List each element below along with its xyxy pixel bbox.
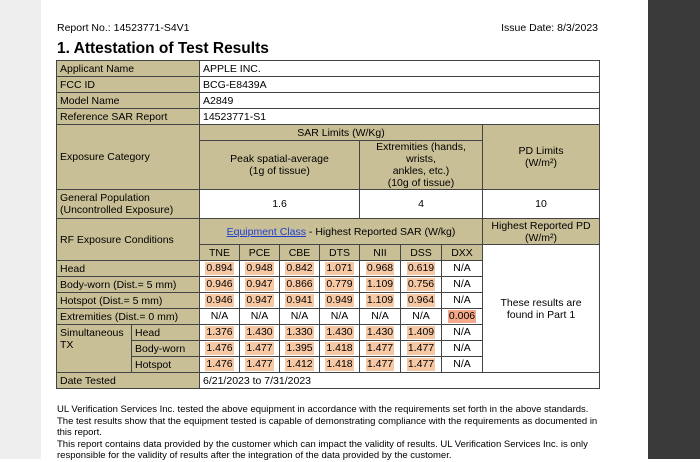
extremities-title: Extremities (hands, wrists, bbox=[376, 141, 466, 165]
viewer-left-margin bbox=[0, 0, 41, 459]
info-row bbox=[57, 61, 600, 77]
sar-value: 1.376 bbox=[206, 326, 233, 338]
sar-value: 0.949 bbox=[326, 294, 353, 306]
peak-spatial-title: Peak spatial-average bbox=[230, 153, 329, 165]
section-title: 1. Attestation of Test Results bbox=[57, 40, 269, 57]
sar-value: 1.477 bbox=[407, 342, 435, 354]
info-value: BCG-E8439A bbox=[200, 77, 600, 93]
pd-limits-header bbox=[483, 125, 600, 190]
rf-conditions-label: RF Exposure Conditions bbox=[57, 219, 200, 261]
sar-value: 1.418 bbox=[326, 358, 353, 370]
attestation-statement bbox=[57, 404, 600, 462]
column-header-pce: PCE bbox=[240, 245, 280, 261]
extremities-unit: (10g of tissue) bbox=[387, 177, 455, 189]
sar-row-sublabel: Head bbox=[132, 325, 200, 341]
sar-value: 1.109 bbox=[366, 294, 394, 306]
extremities-limit-value: 4 bbox=[360, 190, 483, 219]
simultaneous-tx-label: Simultaneous TX bbox=[57, 325, 132, 373]
date-tested-label: Date Tested bbox=[57, 373, 200, 389]
info-value: A2849 bbox=[200, 93, 600, 109]
sar-value: 1.430 bbox=[366, 326, 394, 338]
sar-value: 0.006 bbox=[448, 310, 476, 322]
sar-value: 1.412 bbox=[286, 358, 313, 370]
sar-value: N/A bbox=[453, 358, 471, 370]
general-population-title: General Population bbox=[60, 192, 150, 204]
sar-row-label: Body-worn (Dist.= 5 mm) bbox=[57, 277, 200, 293]
sar-value: 1.477 bbox=[366, 358, 394, 370]
sar-row-label: Extremities (Dist.= 0 mm) bbox=[57, 309, 200, 325]
sar-value: 0.842 bbox=[286, 262, 313, 274]
sar-value: 1.430 bbox=[326, 326, 353, 338]
sar-value: 1.109 bbox=[366, 278, 394, 290]
sar-value: 0.756 bbox=[407, 278, 435, 290]
info-value: APPLE INC. bbox=[200, 61, 600, 77]
column-header-tne: TNE bbox=[200, 245, 240, 261]
sar-value: N/A bbox=[330, 310, 349, 322]
sar-value: 1.071 bbox=[326, 262, 353, 274]
sar-value: 0.947 bbox=[246, 278, 273, 290]
equipment-class-link[interactable]: Equipment Class bbox=[226, 225, 306, 238]
document-page bbox=[41, 0, 648, 459]
sar-value: 1.476 bbox=[206, 358, 233, 370]
sar-value: 1.418 bbox=[326, 342, 353, 354]
general-population-row bbox=[57, 190, 600, 219]
column-header-dts: DTS bbox=[320, 245, 360, 261]
general-population-label bbox=[57, 190, 200, 219]
sar-value: N/A bbox=[412, 310, 430, 322]
column-header-nii: NII bbox=[360, 245, 401, 261]
sar-value: 1.330 bbox=[286, 326, 313, 338]
info-label: Reference SAR Report bbox=[57, 109, 200, 125]
date-tested-value: 6/21/2023 to 7/31/2023 bbox=[200, 373, 600, 389]
info-label: FCC ID bbox=[57, 77, 200, 93]
sar-value: 1.477 bbox=[366, 342, 394, 354]
highest-sar-title: - Highest Reported SAR (W/kg) bbox=[305, 225, 456, 238]
rf-header-row bbox=[57, 219, 600, 245]
info-row bbox=[57, 109, 600, 125]
column-header-dss: DSS bbox=[401, 245, 442, 261]
sar-value: 0.948 bbox=[246, 262, 273, 274]
sar-value: 0.894 bbox=[206, 262, 233, 274]
sar-limits-header: SAR Limits (W/Kg) bbox=[200, 125, 483, 141]
viewer-scroll-area[interactable] bbox=[648, 0, 700, 459]
info-label: Applicant Name bbox=[57, 61, 200, 77]
exposure-category-label: Exposure Category bbox=[57, 125, 200, 190]
date-tested-row bbox=[57, 373, 600, 389]
sar-value: 0.947 bbox=[246, 294, 273, 306]
sar-value: 0.964 bbox=[407, 294, 435, 306]
highest-pd-unit: (W/m²) bbox=[524, 231, 558, 244]
sar-row-sublabel: Body-worn bbox=[132, 341, 200, 357]
statement-paragraph: UL Verification Services Inc. tested the above equipment in accordance with the requirements set forth in the above standards. The test results show that the equipment tested is capable of demonstrating compliance with the requirements as documented in this report. bbox=[57, 404, 598, 438]
sar-value: 0.619 bbox=[407, 262, 435, 274]
sar-value: N/A bbox=[290, 310, 309, 322]
sar-value: 1.477 bbox=[246, 358, 273, 370]
sar-row-label: Hotspot (Dist.= 5 mm) bbox=[57, 293, 200, 309]
sar-value: 0.946 bbox=[206, 294, 233, 306]
highest-sar-header bbox=[200, 219, 483, 245]
sar-row-label: Head bbox=[57, 261, 200, 277]
sar-value: N/A bbox=[453, 342, 471, 354]
general-population-subtitle: (Uncontrolled Exposure) bbox=[60, 204, 174, 216]
pd-limit-value: 10 bbox=[483, 190, 600, 219]
issue-date: Issue Date: 8/3/2023 bbox=[501, 22, 598, 34]
sar-value: N/A bbox=[453, 262, 471, 274]
report-number: Report No.: 14523771-S4V1 bbox=[57, 22, 190, 34]
sar-value: 1.476 bbox=[206, 342, 233, 354]
sar-value: 0.866 bbox=[286, 278, 313, 290]
highest-pd-title: Highest Reported PD bbox=[491, 219, 591, 232]
info-row bbox=[57, 77, 600, 93]
attestation-table bbox=[56, 60, 600, 389]
sar-value: 1.409 bbox=[407, 326, 435, 338]
peak-spatial-unit: (1g of tissue) bbox=[249, 165, 310, 177]
sar-value: 1.395 bbox=[286, 342, 313, 354]
info-label: Model Name bbox=[57, 93, 200, 109]
sar-value: N/A bbox=[453, 294, 471, 306]
sar-value: N/A bbox=[453, 278, 471, 290]
column-header-cbe: CBE bbox=[280, 245, 320, 261]
sar-row-sublabel: Hotspot bbox=[132, 357, 200, 373]
pd-limits-unit: (W/m²) bbox=[524, 157, 558, 169]
sar-value: N/A bbox=[371, 310, 389, 322]
sar-value: 0.968 bbox=[366, 262, 394, 274]
sar-value: 0.941 bbox=[286, 294, 313, 306]
pd-results-note: These results are found in Part 1 bbox=[483, 245, 600, 373]
sar-value: N/A bbox=[453, 326, 471, 338]
extremities-header bbox=[360, 141, 483, 190]
highest-pd-header bbox=[483, 219, 600, 245]
extremities-examples: ankles, etc.) bbox=[392, 165, 450, 177]
sar-value: 0.946 bbox=[206, 278, 233, 290]
info-row bbox=[57, 93, 600, 109]
info-value: 14523771-S1 bbox=[200, 109, 600, 125]
sar-value: 1.477 bbox=[407, 358, 435, 370]
pd-limits-title: PD Limits bbox=[518, 145, 564, 157]
sar-value: N/A bbox=[210, 310, 229, 322]
sar-value: N/A bbox=[250, 310, 269, 322]
sar-value: 1.430 bbox=[246, 326, 273, 338]
peak-spatial-header bbox=[200, 141, 360, 190]
peak-limit-value: 1.6 bbox=[200, 190, 360, 219]
column-header-dxx: DXX bbox=[442, 245, 483, 261]
limits-header-row bbox=[57, 125, 600, 141]
sar-value: 1.477 bbox=[246, 342, 273, 354]
sar-value: 0.779 bbox=[326, 278, 353, 290]
statement-paragraph: This report contains data provided by the customer which can impact the validity of results. UL Verification Services Inc. is only responsible for the validity of results after the integration of the data provided by the customer. bbox=[57, 438, 588, 461]
